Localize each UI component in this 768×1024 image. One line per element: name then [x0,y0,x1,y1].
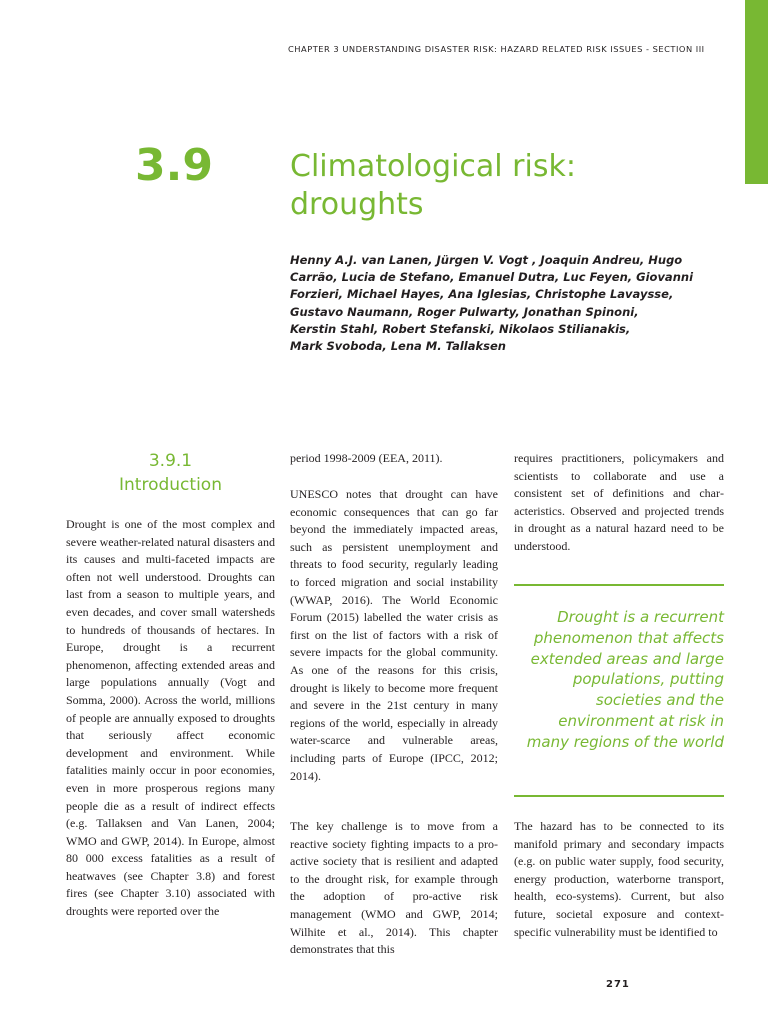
body-paragraph: period 1998-2009 (EEA, 2011). [290,451,443,465]
subsection-number: 3.9.1 [148,451,193,471]
author-line: Gustavo Naumann, Roger Pulwarty, Jonathan Spinoni, [290,304,639,319]
body-column-3-paragraph [514,450,724,556]
body-column-2-paragraph [290,818,498,959]
subsection-title: Introduction [119,475,222,495]
body-paragraph: The hazard has to be connected to its manifold primary and secondary impacts (e.g. on public water supply, food security, energy production, waterborne transport, health, eco-systems). Current, but also future, societal exposure and context-specific vulnerability must be identified to [514,819,724,939]
page-number: 271 [606,979,630,990]
running-header: CHAPTER 3 UNDERSTANDING DISASTER RISK: HAZARD RELATED RISK ISSUES - SECTION III [288,44,705,54]
author-line: Henny A.J. van Lanen, Jürgen V. Vogt , Joaquin Andreu, Hugo [290,253,683,267]
body-column-1 [66,516,275,921]
body-column-2-paragraph [290,486,498,785]
body-column-2-continuation [290,450,498,468]
title-line: droughts [290,187,424,222]
author-line: Mark Svoboda, Lena M. Tallaksen [290,339,506,354]
title-line: Climatological risk: [290,149,576,184]
body-paragraph: requires practitioners, policymakers and scientists to collaborate and use a consistent set of definitions and characteristics. Observed and projected trends in drought as a natural hazard need to be understood. [514,451,724,553]
pull-quote-bottom-rule [514,795,724,797]
author-list [290,252,730,355]
author-line: Forzieri, Michael Hayes, Ana Iglesias, Christophe Lavaysse, [290,287,674,302]
author-line: Kerstin Stahl, Robert Stefanski, Nikolaos Stilianakis, [290,321,631,336]
body-paragraph: The key challenge is to move from a reactive society fighting impacts to a pro-active society that is resilient and adapted to the drought risk, for example through the adoption of pro-active risk management (WMO and GWP, 2014; Wilhite et al., 2014). This chapter demonstrates that this [290,819,498,957]
pull-quote-top-rule [514,584,724,586]
body-paragraph: Drought is one of the most complex and severe weather-related natural disasters and its causes and multi-faceted impacts are often not well understood. Droughts can last from a season to multiple years, and even decades, and cover small watersheds to hundreds of thousands of hectares. In Europe, drought is a recurrent phenomenon, affecting extended areas and large populations annually (Vogt and Somma, 2000). Across the world, millions of people are annually exposed to droughts that seriously affect economic development and environment. While fatalities mainly occur in poor economies, even in more prosperous regions many people die as a result of indirect effects (e.g. Tallaksen and Van Lanen, 2004; WMO and GWP, 2014). In Europe, almost 80 000 excess fatalities as a result of heatwaves (see Chapter 3.8) and forest fires (see Chapter 3.10) associated with droughts were reported over the [66,517,275,919]
section-title [290,148,730,224]
section-accent-bar [745,0,768,184]
section-number: 3.9 [135,140,213,191]
body-column-3-paragraph [514,818,724,941]
body-paragraph: UNESCO notes that drought can have economic consequences that can go far beyond the immediately impacted areas, such as persistent unemployment and threats to food security, regularly leading to forced migration and social instability (WWAP, 2016). The World Economic Forum (2015) labelled the water crisis as first on the list of factors with a risk of severe impacts for the global community. As one of the reasons for this crisis, drought is likely to become more frequent and severe in the 21st century in many regions of the world, especially in already water-scarce and vulnerable areas, including parts of Europe (IPCC, 2012; 2014). [290,487,498,783]
author-line: Carrão, Lucia de Stefano, Emanuel Dutra, Luc Feyen, Giovanni [290,270,694,285]
pull-quote: Drought is a recurrent phenomenon that affects extended areas and large populations, putting societies and the environment at risk in many regions of the world [526,608,724,751]
